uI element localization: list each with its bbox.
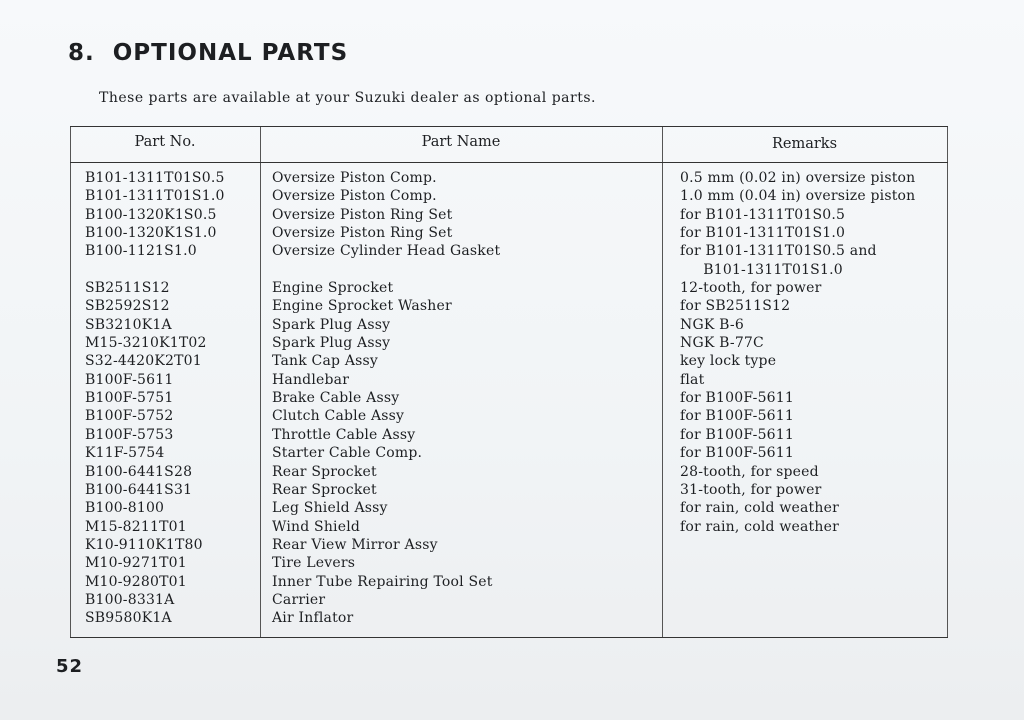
part-no-column [85, 169, 225, 628]
remarks-cell: B101-1311T01S1.0 [680, 261, 843, 278]
part-no-cell: B100-1320K1S1.0 [85, 225, 217, 242]
remarks-cell: flat [680, 371, 705, 388]
remarks-cell: NGK B-6 [680, 316, 744, 333]
part-no-cell: SB2592S12 [85, 298, 170, 315]
part-no-cell: K11F-5754 [85, 445, 165, 462]
part-no-cell: M10-9271T01 [85, 555, 187, 572]
remarks-cell: for B101-1311T01S0.5 [680, 206, 846, 223]
header-remarks: Remarks [771, 136, 838, 152]
part-no-cell: S32-4420K2T01 [85, 353, 202, 370]
part-no-cell: SB9580K1A [85, 610, 172, 627]
part-name-column [272, 169, 500, 628]
part-no-cell: B100-6441S31 [85, 481, 193, 498]
part-name-cell: Spark Plug Assy [272, 335, 391, 352]
remarks-cell: for B100F-5611 [680, 445, 795, 462]
remarks-cell: for B100F-5611 [680, 408, 795, 425]
remarks-cell: for SB2511S12 [680, 298, 791, 315]
table-border-right [947, 127, 948, 637]
part-no-cell: B100F-5751 [85, 390, 174, 407]
part-name-cell: Air Inflator [272, 610, 354, 627]
part-name-cell: Brake Cable Assy [272, 390, 400, 407]
part-no-cell: SB3210K1A [85, 316, 172, 333]
part-no-cell: B100-8331A [85, 591, 175, 608]
part-name-cell: Oversize Piston Ring Set [272, 225, 453, 242]
part-name-cell: Wind Shield [272, 518, 361, 535]
section-title-text: OPTIONAL PARTS [112, 40, 349, 66]
part-name-cell: Engine Sprocket [272, 280, 394, 297]
remarks-cell: for rain, cold weather [680, 500, 839, 517]
part-name-cell: Rear Sprocket [272, 463, 377, 480]
remarks-cell: for rain, cold weather [680, 518, 839, 535]
part-no-cell: B100-1121S1.0 [85, 243, 197, 260]
remarks-cell: 28-tooth, for speed [680, 463, 819, 480]
part-name-cell: Starter Cable Comp. [272, 445, 423, 462]
part-no-cell: B100-1320K1S0.5 [85, 206, 217, 223]
part-name-cell: Carrier [272, 591, 326, 608]
part-no-cell: M15-3210K1T02 [85, 335, 207, 352]
intro-text: These parts are available at your Suzuki dealer as optional parts. [99, 90, 596, 106]
part-name-cell: Oversize Piston Ring Set [272, 206, 453, 223]
column-divider-2 [662, 127, 663, 637]
part-name-cell: Handlebar [272, 371, 350, 388]
remarks-cell: 1.0 mm (0.04 in) oversize piston [680, 188, 916, 205]
page-number: 52 [56, 656, 84, 677]
part-name-cell: Oversize Piston Comp. [272, 170, 437, 186]
header-part-no: Part No. [134, 134, 196, 150]
part-name-cell: Tire Levers [272, 555, 356, 572]
remarks-cell [680, 591, 915, 609]
part-name-cell [272, 261, 500, 279]
remarks-cell: key lock type [680, 353, 777, 370]
remarks-cell: 0.5 mm (0.02 in) oversize piston [680, 170, 916, 186]
part-name-cell: Oversize Piston Comp. [272, 188, 437, 205]
remarks-cell: NGK B-77C [680, 335, 764, 352]
remarks-cell: for B100F-5611 [680, 426, 795, 443]
section-number: 8. [68, 40, 95, 66]
remarks-cell: for B100F-5611 [680, 390, 795, 407]
part-no-cell: B100F-5753 [85, 426, 174, 443]
table-border-left [70, 127, 71, 637]
optional-parts-table [70, 126, 948, 638]
part-no-cell [85, 261, 225, 279]
part-name-cell: Tank Cap Assy [272, 353, 379, 370]
header-rule [70, 162, 948, 163]
remarks-cell [680, 609, 915, 627]
part-no-cell: B100-8100 [85, 500, 165, 517]
header-part-name: Part Name [421, 134, 501, 150]
part-no-cell: SB2511S12 [85, 280, 170, 297]
part-no-cell: B100F-5752 [85, 408, 174, 425]
remarks-cell: for B101-1311T01S0.5 and [680, 243, 877, 260]
part-name-cell: Rear View Mirror Assy [272, 536, 438, 553]
column-divider-1 [260, 127, 261, 637]
remarks-cell [680, 554, 915, 572]
remarks-cell: 12-tooth, for power [680, 280, 822, 297]
part-name-cell: Leg Shield Assy [272, 500, 388, 517]
part-no-cell: B100F-5611 [85, 371, 174, 388]
remarks-cell: 31-tooth, for power [680, 481, 822, 498]
remarks-cell [680, 536, 915, 554]
part-no-cell: M15-8211T01 [85, 518, 187, 535]
part-no-cell: B101-1311T01S1.0 [85, 188, 225, 205]
part-name-cell: Oversize Cylinder Head Gasket [272, 243, 501, 260]
part-name-cell: Inner Tube Repairing Tool Set [272, 573, 493, 590]
remarks-column [680, 169, 915, 628]
part-no-cell: K10-9110K1T80 [85, 536, 203, 553]
remarks-cell [680, 573, 915, 591]
part-no-cell: B101-1311T01S0.5 [85, 170, 225, 186]
part-name-cell: Rear Sprocket [272, 481, 377, 498]
part-name-cell: Spark Plug Assy [272, 316, 391, 333]
part-no-cell: M10-9280T01 [85, 573, 187, 590]
section-title [68, 40, 348, 66]
part-name-cell: Engine Sprocket Washer [272, 298, 452, 315]
part-name-cell: Clutch Cable Assy [272, 408, 405, 425]
part-name-cell: Throttle Cable Assy [272, 426, 416, 443]
remarks-cell: for B101-1311T01S1.0 [680, 225, 846, 242]
part-no-cell: B100-6441S28 [85, 463, 193, 480]
